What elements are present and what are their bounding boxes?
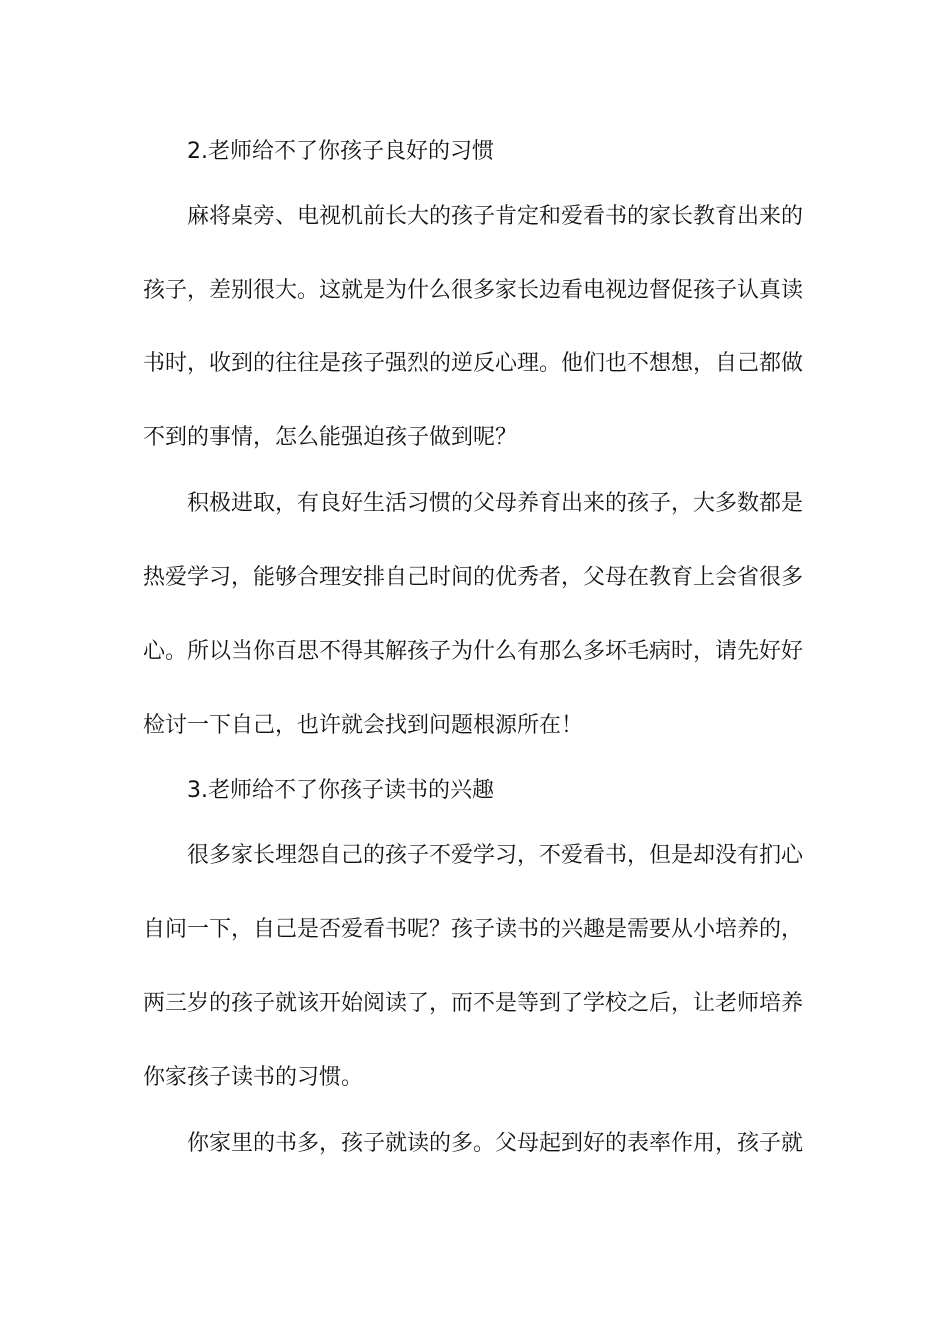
paragraph-line: 孩子，差别很大。这就是为什么很多家长边看电视边督促孩子认真读 — [143, 278, 804, 303]
paragraph-line: 热爱学习，能够合理安排自己时间的优秀者，父母在教育上会省很多 — [143, 565, 804, 590]
paragraph-line: 检讨一下自己，也许就会找到问题根源所在！ — [143, 713, 584, 738]
paragraph-line: 不到的事情，怎么能强迫孩子做到呢？ — [143, 425, 518, 450]
paragraph-line: 书时，收到的往往是孩子强烈的逆反心理。他们也不想想，自己都做 — [143, 351, 804, 376]
paragraph-line: 自问一下，自己是否爱看书呢？孩子读书的兴趣是需要从小培养的， — [143, 917, 804, 942]
paragraph-line: 你家里的书多，孩子就读的多。父母起到好的表率作用，孩子就 — [187, 1131, 804, 1156]
section-heading-3: 3.老师给不了你孩子读书的兴趣 — [187, 778, 494, 803]
paragraph-line: 两三岁的孩子就该开始阅读了，而不是等到了学校之后，让老师培养 — [143, 991, 804, 1016]
paragraph-line: 很多家长埋怨自己的孩子不爱学习，不爱看书，但是却没有扪心 — [187, 843, 804, 868]
section-heading-2: 2.老师给不了你孩子良好的习惯 — [187, 139, 494, 164]
paragraph-line: 心。所以当你百思不得其解孩子为什么有那么多坏毛病时，请先好好 — [143, 639, 804, 664]
paragraph-line: 积极进取，有良好生活习惯的父母养育出来的孩子，大多数都是 — [187, 491, 804, 516]
paragraph-line: 麻将桌旁、电视机前长大的孩子肯定和爱看书的家长教育出来的 — [187, 204, 804, 229]
paragraph-line: 你家孩子读书的习惯。 — [143, 1065, 364, 1090]
